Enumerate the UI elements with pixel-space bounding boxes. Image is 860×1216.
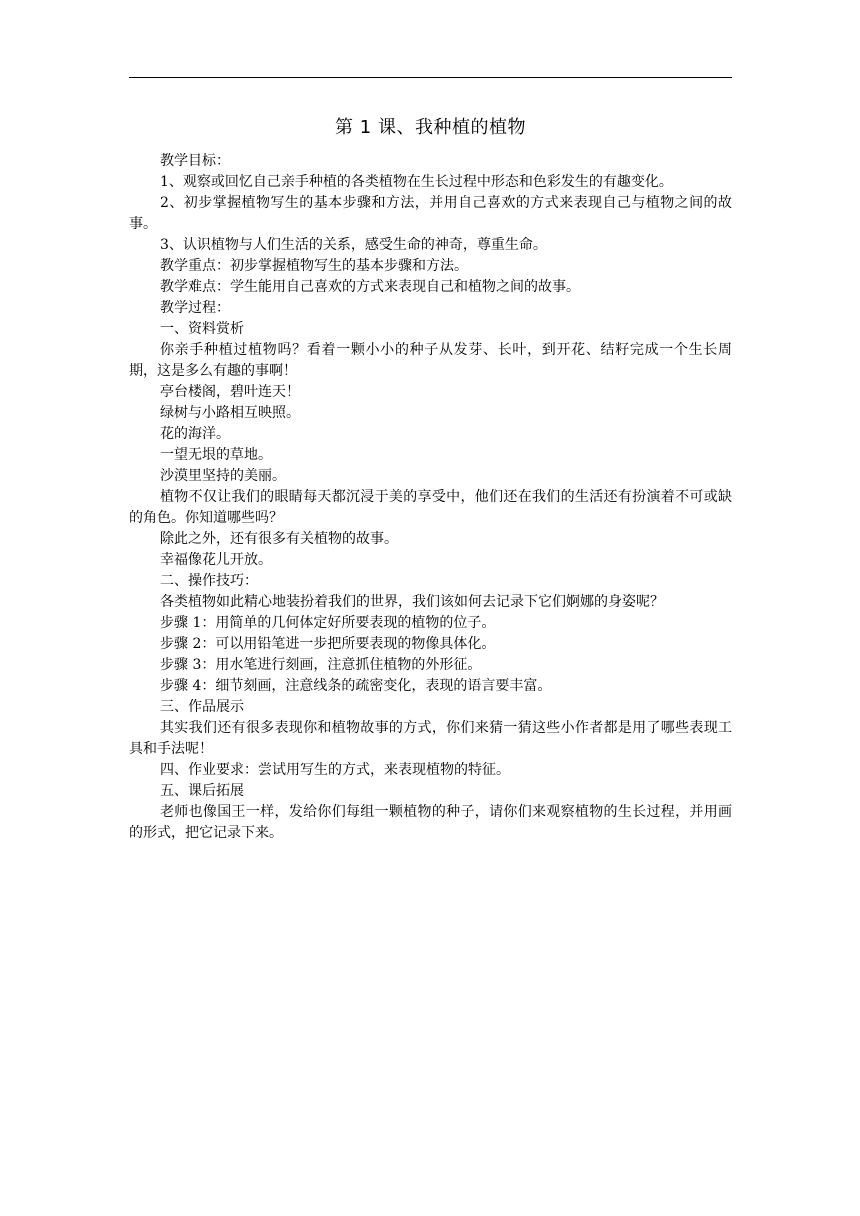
paragraph: 沙漠里坚持的美丽。: [160, 468, 286, 484]
paragraph: 3、认识植物与人们生活的关系，感受生命的神奇，尊重生命。: [160, 237, 547, 253]
step-item: 步骤 4：细节刻画，注意线条的疏密变化，表现的语言要丰富。: [160, 678, 552, 694]
paragraph: 教学重点：初步掌握植物写生的基本步骤和方法。: [160, 258, 468, 274]
paragraph: 植物不仅让我们的眼睛每天都沉浸于美的享受中，他们还在我们的生活还有扮演着不可或缺的角色。你知道哪些吗？: [129, 489, 732, 526]
step-item: 步骤 3：用水笔进行刻画，注意抓住植物的外形征。: [160, 657, 482, 673]
section-heading: 一、资料赏析: [160, 321, 244, 337]
paragraph: 除此之外，还有很多有关植物的故事。: [160, 531, 398, 547]
section-heading: 二、操作技巧：: [160, 573, 258, 589]
section-heading: 三、作品展示: [160, 699, 244, 715]
paragraph: 花的海洋。: [160, 426, 230, 442]
paragraph: 老师也像国王一样，发给你们每组一颗植物的种子，请你们来观察植物的生长过程，并用画的形式，把它记录下来。: [129, 804, 732, 841]
paragraph: 教学目标：: [160, 153, 230, 169]
paragraph: 各类植物如此精心地装扮着我们的世界，我们该如何去记录下它们婀娜的身姿呢？: [160, 594, 664, 610]
page-title: 第 1 课、我种植的植物: [335, 117, 526, 138]
paragraph: 幸福像花儿开放。: [160, 552, 272, 568]
paragraph: 你亲手种植过植物吗？看着一颗小小的种子从发芽、长叶，到开花、结籽完成一个生长周期，这是多么有趣的事啊！: [129, 342, 732, 379]
paragraph: 教学过程：: [160, 300, 230, 316]
paragraph: 其实我们还有很多表现你和植物故事的方式，你们来猜一猜这些小作者都是用了哪些表现工具和手法呢！: [129, 720, 732, 757]
paragraph: 亭台楼阁，碧叶连天！: [160, 384, 300, 400]
paragraph: 教学难点：学生能用自己喜欢的方式来表现自己和植物之间的故事。: [160, 279, 580, 295]
document-body: [129, 151, 732, 844]
section-heading: 五、课后拓展: [160, 783, 244, 799]
paragraph: 2、初步掌握植物写生的基本步骤和方法，并用自己喜欢的方式来表现自己与植物之间的故事。: [129, 195, 732, 232]
step-item: 步骤 1：用简单的几何体定好所要表现的植物的位子。: [160, 615, 496, 631]
paragraph: 一望无垠的草地。: [160, 447, 272, 463]
header-rule: [129, 77, 732, 78]
paragraph: 1、观察或回忆自己亲手种植的各类植物在生长过程中形态和色彩发生的有趣变化。: [160, 174, 673, 190]
paragraph: 绿树与小路相互映照。: [160, 405, 300, 421]
section-heading: 四、作业要求：尝试用写生的方式，来表现植物的特征。: [160, 762, 510, 778]
step-item: 步骤 2：可以用铅笔进一步把所要表现的物像具体化。: [160, 636, 496, 652]
